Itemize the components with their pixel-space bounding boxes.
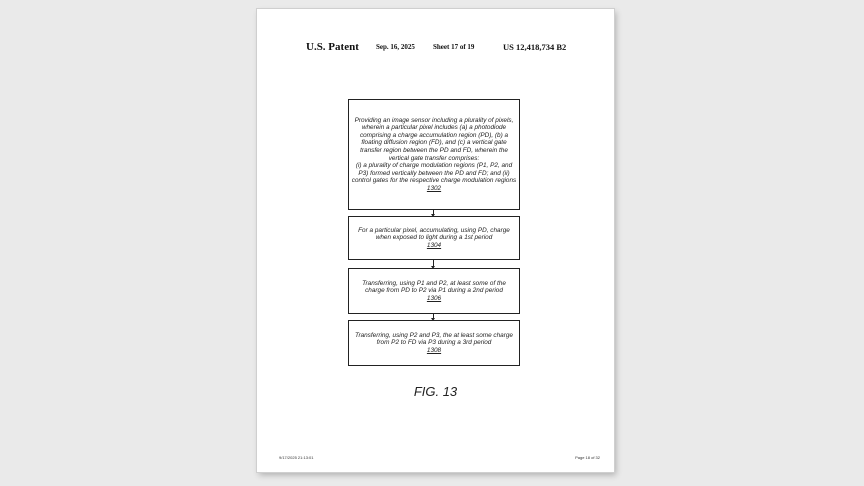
step-reference-number: 1306: [426, 294, 442, 302]
step-reference-number: 1302: [426, 184, 442, 192]
publication-date: Sep. 16, 2025: [376, 43, 415, 51]
step-text-line: P3) formed vertically between the PD and FD; and (ii): [358, 169, 510, 177]
flow-arrow: [433, 314, 434, 319]
patent-number: US 12,418,734 B2: [503, 42, 567, 52]
step-reference-number: 1304: [426, 241, 442, 249]
step-text-line: control gates for the respective charge modulation regions: [351, 177, 517, 185]
step-text-line: vertical gate transfer comprises:: [388, 154, 480, 162]
step-text-line: Transferring, using P1 and P2, at least some of the: [362, 279, 506, 287]
step-text-line: from P2 to FD via P3 during a 3rd period: [376, 339, 492, 347]
figure-label: FIG. 13: [413, 384, 458, 399]
step-text-line: floating diffusion region (FD), and (c) a vertical gate: [361, 139, 507, 147]
flow-arrow: [433, 210, 434, 215]
footer-timestamp: 9/17/2025 21:13:01: [279, 455, 314, 460]
footer-page-number: Page 18 of 32: [575, 455, 600, 460]
step-text-line: wherein a particular pixel includes (a) a photodiode: [361, 124, 507, 132]
step-text-line: (i) a plurality of charge modulation regions (P1, P2, and: [355, 162, 513, 170]
flowchart-step-1304: [348, 216, 520, 260]
step-text-line: transfer region between the PD and FD, wherein the: [360, 146, 508, 154]
step-text-line: charge from PD to P2 via P1 during a 2nd period: [365, 287, 503, 295]
flowchart-step-1308: [348, 320, 520, 366]
step-text-line: Providing an image sensor including a plurality of pixels,: [354, 116, 514, 124]
step-text-line: when exposed to light during a 1st period: [375, 234, 493, 242]
step-reference-number: 1308: [426, 346, 442, 354]
publication-label: U.S. Patent: [306, 41, 359, 53]
step-text-line: comprising a charge accumulation region (PD), (b) a: [359, 131, 509, 139]
flow-arrow: [433, 260, 434, 267]
flowchart-step-1306: [348, 268, 520, 314]
step-text-line: For a particular pixel, accumulating, using PD, charge: [358, 226, 510, 234]
patent-page: [257, 9, 614, 472]
flowchart-step-1302: [348, 99, 520, 210]
step-text-line: Transferring, using P2 and P3, the at least some charge: [355, 331, 513, 339]
sheet-number: Sheet 17 of 19: [433, 43, 475, 51]
